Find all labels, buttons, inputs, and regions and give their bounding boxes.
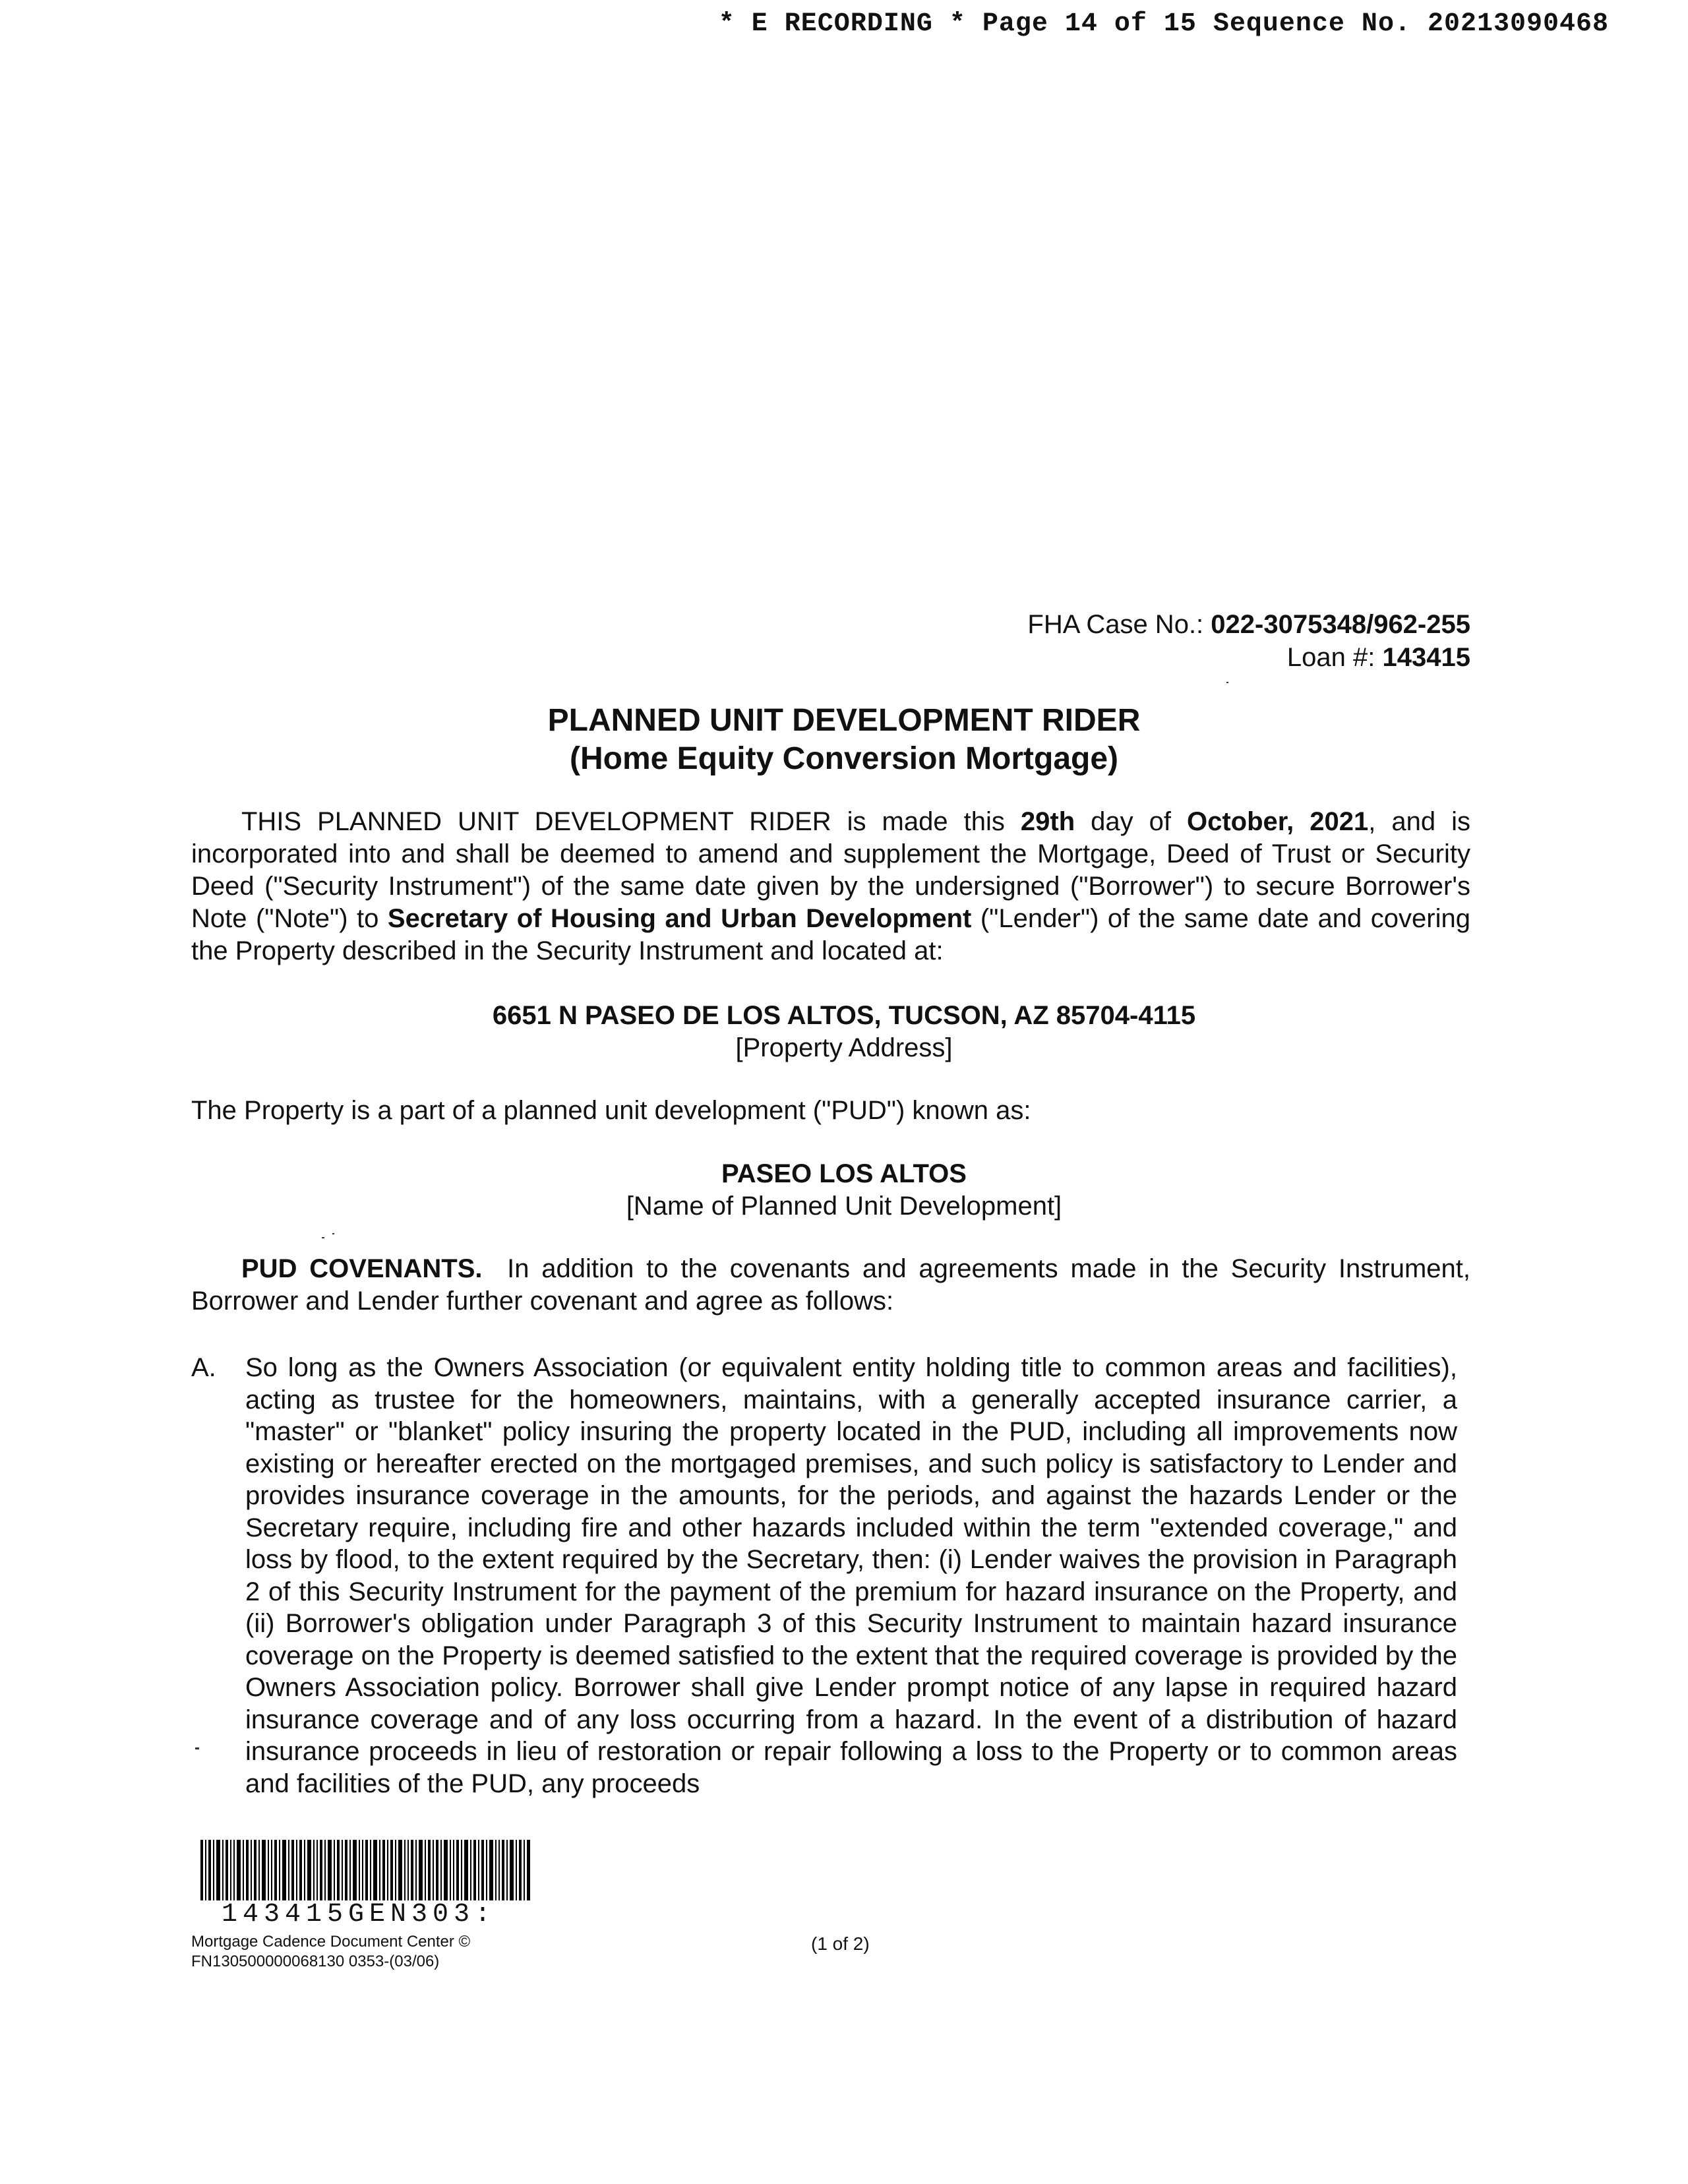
- barcode-text: 143415GEN303:: [222, 1900, 497, 1929]
- pud-covenants-text: In addition to the covenants and agreements made in the Security Instrument, Borrower and Lender further covenant and agree as follows:: [191, 1254, 1471, 1316]
- property-address: 6651 N PASEO DE LOS ALTOS, TUCSON, AZ 85704-4115: [492, 1001, 1196, 1030]
- fha-case-value: 022-3075348/962-255: [1211, 610, 1470, 639]
- item-letter: A.: [191, 1353, 216, 1382]
- intro-text-1: THIS PLANNED UNIT DEVELOPMENT RIDER is made this: [241, 807, 1021, 836]
- scan-speck: [1226, 682, 1228, 683]
- case-info: [1027, 608, 1470, 674]
- loan-number-line: [1027, 641, 1470, 674]
- form-footer: [191, 1932, 470, 1972]
- fha-case-line: [1027, 608, 1470, 641]
- scan-speck: [322, 1237, 324, 1238]
- recording-header: * E RECORDING * Page 14 of 15 Sequence No. 20213090468: [718, 9, 1609, 39]
- fha-case-label: FHA Case No.:: [1027, 610, 1204, 639]
- intro-text-4: ("Lender") of the same date and covering the Property described in the Security Instrument and located at:: [191, 904, 1470, 965]
- pud-intro: The Property is a part of a planned unit development ("PUD") known as:: [191, 1096, 1031, 1125]
- pud-name: PASEO LOS ALTOS: [721, 1159, 967, 1188]
- pud-name-caption: [Name of Planned Unit Development]: [626, 1192, 1062, 1221]
- loan-number-label: Loan #:: [1286, 643, 1375, 672]
- title-line-2: (Home Equity Conversion Mortgage): [569, 741, 1119, 776]
- pud-covenants-heading: PUD COVENANTS.: [241, 1254, 483, 1283]
- page-count: (1 of 2): [811, 1933, 870, 1954]
- form-id: FN130500000068130 0353-(03/06): [191, 1953, 440, 1970]
- title-line-1: PLANNED UNIT DEVELOPMENT RIDER: [547, 703, 1141, 738]
- item-a-text: So long as the Owners Association (or equivalent entity holding title to common areas and facilities), acting as trustee for the homeowners, maintains, with a generally accepted insurance carrier, a "master" or "blanket" policy insuring the property located in the PUD, including all improvements now existing or hereafter erected on the mortgaged premises, and such policy is satisfactory to Lender and provides insurance coverage in the amounts, for the periods, and against the hazards Lender or the Secretary require, including fire and other hazards included within the term "extended coverage," and loss by flood, to the extent required by the Secretary, then: (i) Lender waives the provision in Paragraph 2 of this Security Instrument for the payment of the premium for hazard insurance on the Property, and (ii) Borrower's obligation under Paragraph 3 of this Security Instrument to maintain hazard insurance coverage on the Property is deemed satisfied to the extent that the required coverage is provided by the Owners Association policy. Borrower shall give Lender prompt notice of any lapse in required hazard insurance coverage and of any loss occurring from a hazard. In the event of a distribution of hazard insurance proceeds in lieu of restoration or repair following a loss to the Property or to common areas and facilities of the PUD, any proceeds: [245, 1353, 1457, 1798]
- document-center-label: Mortgage Cadence Document Center ©: [191, 1933, 471, 1951]
- scan-speck: [195, 1747, 199, 1749]
- barcode: [200, 1840, 530, 1900]
- rider-day: 29th: [1020, 807, 1075, 836]
- intro-paragraph: [191, 806, 1470, 967]
- covenant-item-a: [191, 1352, 1457, 1800]
- pud-covenants-paragraph: [191, 1253, 1470, 1318]
- intro-text-3: , and is incorporated into and shall be deemed to amend and supplement the Mortgage, Deed of Trust or Security Deed ("Security Instrument") of the same date given by the undersigned ("Borrower") to secure Borrower's Note ("Note") to: [191, 807, 1470, 933]
- rider-month-year: October, 2021: [1186, 807, 1369, 836]
- property-address-caption: [Property Address]: [735, 1033, 953, 1062]
- document-title: [0, 702, 1688, 778]
- scan-speck: [332, 1233, 334, 1234]
- intro-text-2: day of: [1075, 807, 1187, 836]
- lender-name: Secretary of Housing and Urban Development: [387, 904, 972, 933]
- loan-number-value: 143415: [1382, 643, 1470, 672]
